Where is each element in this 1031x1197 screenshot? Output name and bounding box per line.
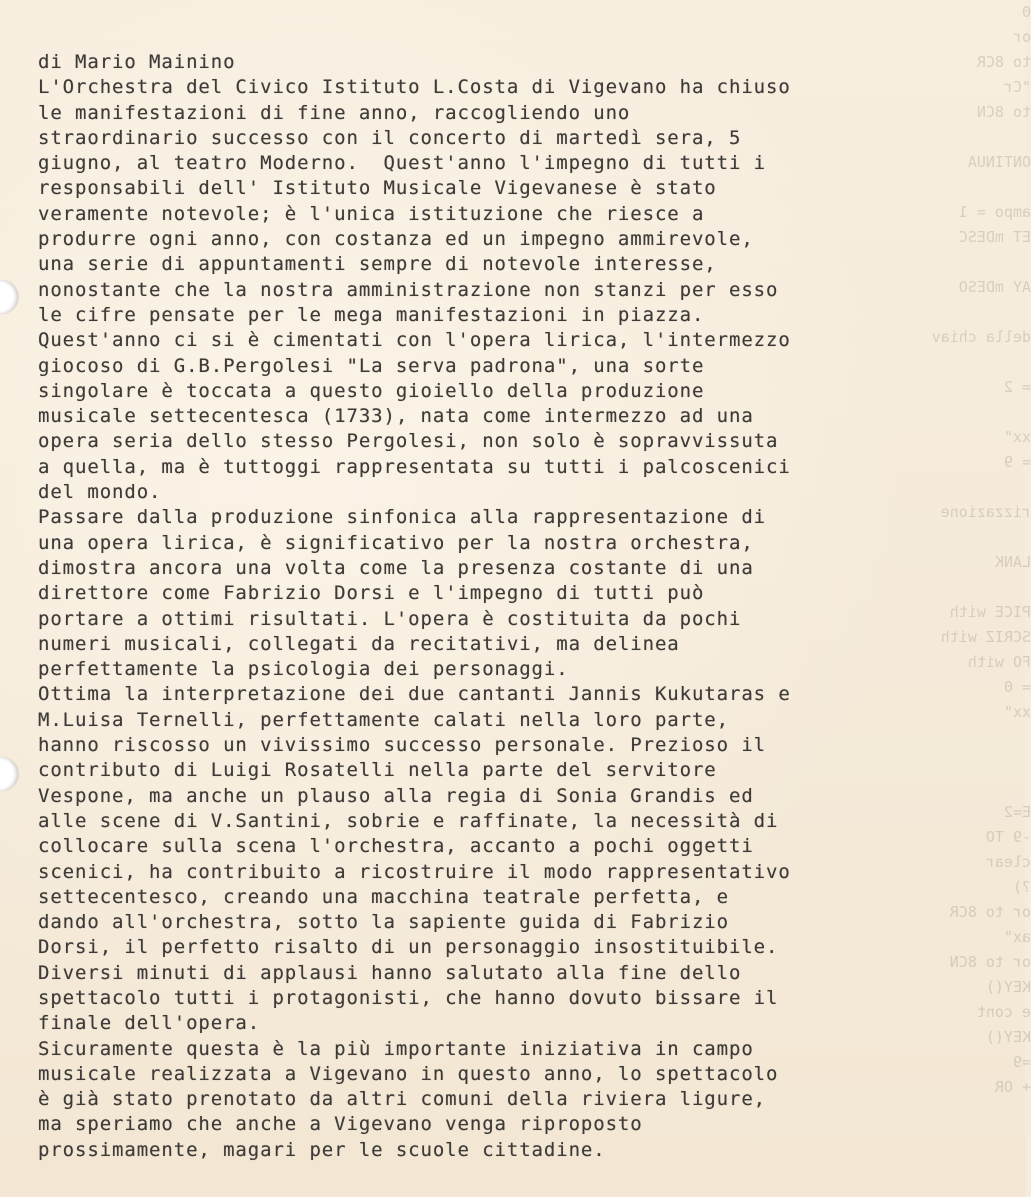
show-through-line: 0	[1021, 3, 1031, 21]
text-line: collocare sulla scena l'orchestra, accanto a pochi oggetti	[38, 835, 754, 858]
show-through-line: FO with	[967, 653, 1031, 671]
typewritten-article	[38, 50, 978, 1163]
text-line: Sicuramente questa è la più importante iniziativa in campo	[38, 1037, 754, 1060]
text-line: a quella, ma è tuttoggi rappresentata su tutti i palcoscenici	[38, 455, 791, 478]
text-line: giocoso di G.B.Pergolesi "La serva padrona", una sorte	[38, 354, 705, 377]
text-line: direttore come Fabrizio Dorsi e l'impegno di tutti può	[38, 582, 705, 605]
punch-hole-top	[0, 280, 18, 314]
punch-hole-bottom	[0, 757, 18, 791]
show-through-line: della chiav	[931, 328, 1031, 346]
text-line: opera seria dello stesso Pergolesi, non solo è sopravvissuta	[38, 430, 779, 453]
text-line: Diversi minuti di applausi hanno salutato alla fine dello	[38, 961, 742, 984]
text-line: nonostante che la nostra amministrazione non stanzi per esso	[38, 278, 779, 301]
text-line: le manifestazioni di fine anno, raccogliendo uno	[38, 101, 631, 124]
show-through-line: rizzazione	[940, 503, 1031, 521]
show-through-line: xx"	[1003, 428, 1031, 446]
text-line: alle scene di V.Santini, sobrie e raffinate, la necessità di	[38, 809, 779, 832]
show-through-line: ?)	[1012, 878, 1031, 896]
show-through-line: KEY()	[985, 1028, 1031, 1046]
text-line: ma speriamo che anche a Vigevano venga riproposto	[38, 1113, 643, 1136]
text-line: Vespone, ma anche un plauso alla regia di Sonia Grandis ed	[38, 784, 754, 807]
text-line: produrre ogni anno, con costanza ed un impegno ammirevole,	[38, 228, 754, 251]
show-through-line: clear	[985, 853, 1031, 871]
text-line: una opera lirica, è significativo per la nostra orchestra,	[38, 531, 754, 554]
text-line: contributo di Luigi Rosatelli nella parte del servitore	[38, 759, 717, 782]
show-through-line: ampo = 1	[958, 203, 1031, 221]
text-line: Passare dalla produzione sinfonica alla rappresentazione di	[38, 506, 766, 529]
text-line: perfettamente la psicologia dei personaggi.	[38, 658, 569, 681]
show-through-line: or to 8CR	[949, 903, 1031, 921]
show-through-line: e cont	[976, 1003, 1031, 1021]
show-through-line: + OR	[994, 1078, 1031, 1096]
text-line: veramente notevole; è l'unica istituzione che riesce a	[38, 202, 705, 225]
show-through-line: xx"	[1003, 703, 1031, 721]
show-through-line: ax"	[1003, 928, 1031, 946]
show-through-line: AY mDESO	[958, 278, 1031, 296]
text-line: giugno, al teatro Moderno. Quest'anno l'impegno di tutti i	[38, 152, 766, 175]
text-line: dimostra ancora una volta come la presenza costante di una	[38, 556, 754, 579]
text-line: spettacolo tutti i protagonisti, che hanno dovuto bissare il	[38, 986, 779, 1009]
show-through-line: LANK	[994, 553, 1031, 571]
text-line: portare a ottimi risultati. L'opera è costituita da pochi	[38, 607, 742, 630]
text-line: responsabili dell' Istituto Musicale Vigevanese è stato	[38, 177, 717, 200]
text-line: singolare è toccata a questo gioiello della produzione	[38, 379, 705, 402]
text-line: L'Orchestra del Civico Istituto L.Costa di Vigevano ha chiuso	[38, 76, 791, 99]
show-through-line: or to 8CN	[949, 953, 1031, 971]
text-line: del mondo.	[38, 481, 162, 504]
text-line: musicale settecentesca (1733), nata come intermezzo ad una	[38, 405, 754, 428]
text-line: è già stato prenotato da altri comuni della riviera ligure,	[38, 1088, 766, 1111]
show-through-line: =9	[1012, 1053, 1031, 1071]
text-line: numeri musicali, collegati da recitativi, ma delinea	[38, 632, 680, 655]
show-through-line: "Cr	[1003, 78, 1031, 96]
text-line: settecentesco, creando una macchina teatrale perfetta, e	[38, 885, 729, 908]
text-line: musicale realizzata a Vigevano in questo anno, lo spettacolo	[38, 1062, 779, 1085]
text-line: finale dell'opera.	[38, 1012, 261, 1035]
show-through-line: -9 TO	[985, 828, 1031, 846]
show-through-line: or	[1012, 28, 1031, 46]
show-through-line: PICE with	[949, 603, 1031, 621]
text-line: Quest'anno ci si è cimentati con l'opera lirica, l'intermezzo	[38, 329, 791, 352]
show-through-line: ET mDESC	[958, 228, 1031, 246]
text-line: una serie di appuntamenti sempre di notevole interesse,	[38, 253, 717, 276]
text-line: M.Luisa Ternelli, perfettamente calati nella loro parte,	[38, 708, 729, 731]
text-line: Ottima la interpretazione dei due cantanti Jannis Kukutaras e	[38, 683, 791, 706]
article-body	[38, 75, 978, 1163]
show-through-line: SCRIZ with	[940, 628, 1031, 646]
text-line: scenici, ha contribuito a ricostruire il modo rappresentativo	[38, 860, 791, 883]
text-line: hanno riscosso un vivissimo successo personale. Prezioso il	[38, 734, 766, 757]
show-through-line: to 8CR	[976, 53, 1031, 71]
show-through-line: = 0	[1003, 678, 1031, 696]
text-line: dando all'orchestra, sotto la sapiente guida di Fabrizio	[38, 911, 729, 934]
byline: di Mario Mainino	[38, 51, 236, 73]
text-line: prossimamente, magari per le scuole cittadine.	[38, 1138, 606, 1161]
show-through-line: = 2	[1003, 378, 1031, 396]
text-line: Dorsi, il perfetto risalto di un personaggio insostituibile.	[38, 936, 779, 959]
show-through-line: = 9	[1003, 453, 1031, 471]
text-line: le cifre pensate per le mega manifestazioni in piazza.	[38, 303, 705, 326]
show-through-line: to 8CN	[976, 103, 1031, 121]
show-through-line: ONTINUA	[967, 153, 1031, 171]
show-through-line: KEY()	[985, 978, 1031, 996]
text-line: straordinario successo con il concerto di martedì sera, 5	[38, 126, 742, 149]
show-through-line: E=2	[1003, 803, 1031, 821]
